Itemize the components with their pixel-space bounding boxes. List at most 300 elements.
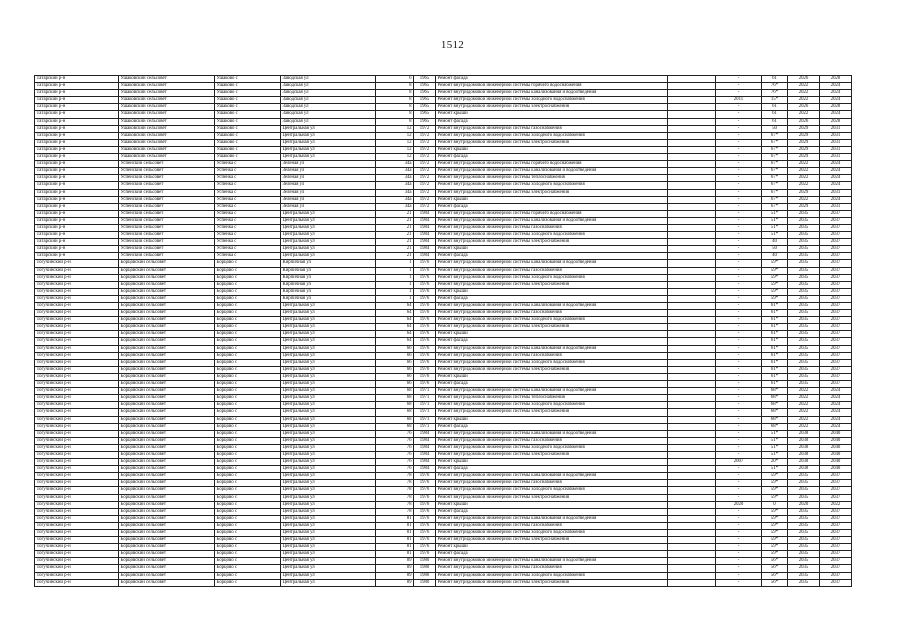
table-cell: 21 — [376, 232, 414, 239]
table-cell: 61* — [762, 381, 788, 388]
table-cell: Ремонт внутридомовой инженерной системы канализования и водоотведения — [436, 168, 668, 175]
table-cell: Борцовский сельсовет — [119, 388, 215, 395]
table-cell: 1976 — [414, 544, 436, 551]
table-cell: Ушаково с — [215, 139, 281, 146]
table-cell: 68 — [376, 395, 414, 402]
table-row — [35, 310, 852, 317]
table-cell: Ремонт фасада — [436, 154, 668, 161]
table-cell: Кирпичная ул — [281, 260, 376, 267]
table-cell: - — [716, 267, 762, 274]
table-row — [35, 324, 852, 331]
table-cell: Борцово с — [215, 473, 281, 480]
table-cell: Татарский р-н — [35, 239, 119, 246]
table-cell: Ушаково с — [215, 146, 281, 153]
table-cell: Ремонт крыши — [436, 146, 668, 153]
table-cell: Ремонт внутридомовой инженерной системы электроснабжения — [436, 579, 668, 586]
table-cell: 61 — [762, 104, 788, 111]
table-cell: Ушаковский сельсовет — [119, 125, 215, 132]
table-cell: Борцово с — [215, 444, 281, 451]
table-cell: 51* — [762, 451, 788, 458]
table-cell: 2022 — [788, 409, 820, 416]
table-cell: Центральная ул — [281, 494, 376, 501]
table-cell: Татарский р-н — [35, 253, 119, 260]
table-cell: Борцовский сельсовет — [119, 537, 215, 544]
table-cell: Ремонт внутридомовой инженерной системы горячего водоснабжения — [436, 161, 668, 168]
table-cell-empty — [668, 352, 716, 359]
table-cell: 1972 — [414, 139, 436, 146]
table-row — [35, 451, 852, 458]
table-cell: 2035 — [788, 579, 820, 586]
table-cell: 2022 — [788, 196, 820, 203]
table-cell: - — [716, 544, 762, 551]
table-row — [35, 437, 852, 444]
table-cell: Борцовский сельсовет — [119, 416, 215, 423]
table-cell: 2028 — [820, 104, 852, 111]
table-cell: 59* — [762, 487, 788, 494]
table-cell: 1971 — [414, 416, 436, 423]
table-cell: - — [716, 508, 762, 515]
table-cell: 2035 — [788, 366, 820, 373]
table-cell: 61 — [762, 111, 788, 118]
table-cell: 2037 — [820, 551, 852, 558]
table-cell: - — [716, 274, 762, 281]
table-cell: 2037 — [820, 530, 852, 537]
table-cell: - — [716, 146, 762, 153]
table-cell: Татарский р-н — [35, 182, 119, 189]
table-cell: Тогучинский р-н — [35, 388, 119, 395]
table-cell: 1972 — [414, 125, 436, 132]
table-cell: 81 — [376, 544, 414, 551]
table-cell: 50 — [762, 125, 788, 132]
table-cell: Ушаковский сельсовет — [119, 154, 215, 161]
table-cell-empty — [668, 530, 716, 537]
table-cell: 68* — [762, 409, 788, 416]
table-cell-empty — [668, 359, 716, 366]
table-cell: Успенский сельсовет — [119, 210, 215, 217]
table-cell: - — [716, 395, 762, 402]
table-cell: Борцово с — [215, 480, 281, 487]
table-cell: 1984 — [414, 437, 436, 444]
table-cell: 2022 — [788, 416, 820, 423]
table-cell: Центральная ул — [281, 522, 376, 529]
table-cell: 64 — [376, 324, 414, 331]
table-cell: Борцовский сельсовет — [119, 444, 215, 451]
table-cell: 2037 — [820, 359, 852, 366]
table-cell: Центральная ул — [281, 473, 376, 480]
table-cell: 2035 — [788, 373, 820, 380]
table-cell: 2035 — [788, 324, 820, 331]
table-cell: Борцовский сельсовет — [119, 366, 215, 373]
table-cell: Центральная ул — [281, 246, 376, 253]
table-cell: 2029 — [788, 146, 820, 153]
table-cell: 61* — [762, 366, 788, 373]
table-cell: Успенка с — [215, 246, 281, 253]
table-cell: 1965 — [414, 90, 436, 97]
table-cell: Успенский сельсовет — [119, 224, 215, 231]
table-cell: - — [716, 409, 762, 416]
table-cell: Тогучинский р-н — [35, 437, 119, 444]
table-cell: 2037 — [820, 224, 852, 231]
table-cell: Тогучинский р-н — [35, 359, 119, 366]
table-cell: Татарский р-н — [35, 168, 119, 175]
table-row — [35, 232, 852, 239]
table-cell: Центральная ул — [281, 381, 376, 388]
table-row — [35, 331, 852, 338]
table-cell: 67* — [762, 146, 788, 153]
table-cell: Ушаковский сельсовет — [119, 139, 215, 146]
table-cell: 2037 — [820, 544, 852, 551]
table-cell: Борцово с — [215, 281, 281, 288]
table-cell-empty — [668, 97, 716, 104]
table-cell: Ушаковский сельсовет — [119, 97, 215, 104]
table-cell: Зеленая ул — [281, 189, 376, 196]
table-cell: Успенский сельсовет — [119, 239, 215, 246]
table-cell: 12 — [376, 146, 414, 153]
table-cell: 12 — [376, 132, 414, 139]
table-cell: 2037 — [820, 373, 852, 380]
table-cell: Ушаково с — [215, 132, 281, 139]
table-cell: Тогучинский р-н — [35, 345, 119, 352]
table-cell: - — [716, 246, 762, 253]
table-cell: 1984 — [414, 466, 436, 473]
table-cell: 59* — [762, 530, 788, 537]
table-cell: - — [716, 473, 762, 480]
table-cell: - — [716, 203, 762, 210]
table-cell: 2038 — [788, 444, 820, 451]
table-cell-empty — [668, 416, 716, 423]
table-cell: - — [716, 437, 762, 444]
table-cell: Борцовский сельсовет — [119, 551, 215, 558]
table-cell-empty — [668, 423, 716, 430]
table-cell: Ремонт фасада — [436, 423, 668, 430]
table-cell: 2040 — [820, 459, 852, 466]
table-cell: 2035 — [788, 537, 820, 544]
table-cell: 1984 — [414, 224, 436, 231]
table-cell: 89 — [376, 565, 414, 572]
table-cell: 1976 — [414, 267, 436, 274]
table-row — [35, 579, 852, 586]
table-cell: 2022 — [788, 90, 820, 97]
table-cell-empty — [668, 331, 716, 338]
table-cell: 2035 — [788, 359, 820, 366]
table-cell: 61 — [762, 76, 788, 83]
table-cell: Борцовский сельсовет — [119, 508, 215, 515]
table-cell: Татарский р-н — [35, 232, 119, 239]
table-cell: 2038 — [788, 430, 820, 437]
table-cell: Заводская ул — [281, 118, 376, 125]
table-cell: 76 — [376, 444, 414, 451]
table-cell: Тогучинский р-н — [35, 352, 119, 359]
table-cell: Успенский сельсовет — [119, 182, 215, 189]
page-number: 1512 — [440, 39, 465, 51]
table-cell: Борцово с — [215, 437, 281, 444]
table-cell: 64 — [376, 331, 414, 338]
table-cell: 2022 — [788, 168, 820, 175]
table-cell: Борцово с — [215, 366, 281, 373]
table-cell: - — [716, 402, 762, 409]
table-cell: - — [716, 182, 762, 189]
table-cell: 76 — [376, 459, 414, 466]
table-cell: 1965 — [414, 97, 436, 104]
table-row — [35, 274, 852, 281]
table-row — [35, 444, 852, 451]
table-cell: 68* — [762, 388, 788, 395]
table-cell: Ремонт внутридомовой инженерной системы электроснабжения — [436, 189, 668, 196]
table-cell: 8 — [376, 97, 414, 104]
table-cell: 2024 — [820, 97, 852, 104]
table-cell: Борцовский сельсовет — [119, 451, 215, 458]
table-cell: 2024 — [820, 409, 852, 416]
table-cell: Ремонт фасада — [436, 466, 668, 473]
table-cell: 1980 — [414, 572, 436, 579]
table-cell: Тогучинский р-н — [35, 416, 119, 423]
table-cell-empty — [668, 494, 716, 501]
table-cell: - — [716, 196, 762, 203]
table-cell: Борцовский сельсовет — [119, 331, 215, 338]
table-row — [35, 366, 852, 373]
table-cell: Зеленая ул — [281, 182, 376, 189]
table-cell: Тогучинский р-н — [35, 494, 119, 501]
table-cell: 67* — [762, 161, 788, 168]
table-cell: Борцово с — [215, 572, 281, 579]
table-row — [35, 189, 852, 196]
table-cell: 2037 — [820, 508, 852, 515]
table-cell: 2037 — [820, 310, 852, 317]
table-cell-empty — [668, 473, 716, 480]
table-cell: 1965 — [414, 118, 436, 125]
table-cell: - — [716, 359, 762, 366]
table-cell: Центральная ул — [281, 402, 376, 409]
table-cell: Ремонт крыши — [436, 373, 668, 380]
table-cell-empty — [668, 579, 716, 586]
table-cell: 64 — [376, 303, 414, 310]
table-cell: Борцово с — [215, 409, 281, 416]
table-cell-empty — [668, 345, 716, 352]
table-cell: Ушаковский сельсовет — [119, 118, 215, 125]
table-cell: Борцово с — [215, 324, 281, 331]
table-cell: Заводская ул — [281, 97, 376, 104]
table-cell: 59* — [762, 551, 788, 558]
table-cell: Борцово с — [215, 501, 281, 508]
table-cell: Успенка с — [215, 203, 281, 210]
table-cell: Ремонт фасада — [436, 76, 668, 83]
table-cell: Борцовский сельсовет — [119, 409, 215, 416]
table-cell: Зеленая ул — [281, 161, 376, 168]
table-cell: 1976 — [414, 317, 436, 324]
table-cell: 76 — [376, 430, 414, 437]
table-cell: 21 — [376, 210, 414, 217]
table-cell: 2037 — [820, 281, 852, 288]
table-cell: Борцовский сельсовет — [119, 515, 215, 522]
table-cell: Ушаково с — [215, 97, 281, 104]
table-cell: Борцовский сельсовет — [119, 281, 215, 288]
table-cell: - — [716, 331, 762, 338]
table-cell-empty — [668, 537, 716, 544]
table-cell: Борцово с — [215, 381, 281, 388]
table-cell: Борцовский сельсовет — [119, 324, 215, 331]
table-cell: 34а — [376, 196, 414, 203]
table-cell: - — [716, 487, 762, 494]
table-cell-empty — [668, 480, 716, 487]
table-cell: 2035 — [788, 239, 820, 246]
table-cell: - — [716, 558, 762, 565]
table-cell: 8 — [376, 118, 414, 125]
table-cell: - — [716, 494, 762, 501]
table-cell: 78 — [376, 487, 414, 494]
table-cell: Борцовский сельсовет — [119, 260, 215, 267]
table-cell: Татарский р-н — [35, 224, 119, 231]
table-cell: 1972 — [414, 154, 436, 161]
table-cell: Ремонт внутридомовой инженерной системы газоснабжения — [436, 565, 668, 572]
table-cell: 1976 — [414, 494, 436, 501]
table-cell: 2020 — [788, 501, 820, 508]
table-cell: Центральная ул — [281, 132, 376, 139]
table-cell-empty — [668, 217, 716, 224]
table-cell: 34а — [376, 161, 414, 168]
table-cell: Борцовский сельсовет — [119, 267, 215, 274]
table-cell: 2024 — [820, 161, 852, 168]
table-cell: Ремонт внутридомовой инженерной системы электроснабжения — [436, 494, 668, 501]
table-cell: Борцово с — [215, 402, 281, 409]
table-cell: 1984 — [414, 459, 436, 466]
table-cell: - — [716, 260, 762, 267]
table-cell: 1984 — [414, 430, 436, 437]
table-cell: 2038 — [788, 451, 820, 458]
table-row — [35, 146, 852, 153]
table-cell-empty — [668, 303, 716, 310]
table-cell: Кирпичная ул — [281, 274, 376, 281]
table-cell: 59* — [762, 267, 788, 274]
table-cell: 2031 — [820, 139, 852, 146]
table-cell: Борцовский сельсовет — [119, 359, 215, 366]
table-cell: 2022 — [788, 161, 820, 168]
table-cell: Ремонт внутридомовой инженерной системы горячего водоснабжения — [436, 83, 668, 90]
table-cell: 1976 — [414, 501, 436, 508]
table-cell: 1972 — [414, 189, 436, 196]
table-cell: 1 — [376, 281, 414, 288]
table-cell: Борцовский сельсовет — [119, 317, 215, 324]
table-cell: 51* — [762, 430, 788, 437]
table-cell: Тогучинский р-н — [35, 395, 119, 402]
table-cell: 34а — [376, 189, 414, 196]
table-cell: Борцово с — [215, 303, 281, 310]
table-cell: Татарский р-н — [35, 175, 119, 182]
table-cell: Тогучинский р-н — [35, 373, 119, 380]
table-cell: Ремонт внутридомовой инженерной системы электроснабжения — [436, 409, 668, 416]
table-cell: 2031 — [820, 154, 852, 161]
table-cell: Татарский р-н — [35, 118, 119, 125]
table-cell: 81 — [376, 530, 414, 537]
table-cell: 64 — [376, 338, 414, 345]
table-cell: 2035 — [788, 267, 820, 274]
table-cell: Борцово с — [215, 558, 281, 565]
table-cell: 59* — [762, 508, 788, 515]
table-cell: 2026 — [788, 104, 820, 111]
table-cell: Тогучинский р-н — [35, 480, 119, 487]
table-cell: Борцовский сельсовет — [119, 310, 215, 317]
table-cell: Ушаковский сельсовет — [119, 132, 215, 139]
table-cell-empty — [668, 139, 716, 146]
table-cell-empty — [668, 522, 716, 529]
table-cell-empty — [668, 210, 716, 217]
table-cell: Успенский сельсовет — [119, 232, 215, 239]
table-cell: 21 — [376, 239, 414, 246]
table-cell: 1976 — [414, 338, 436, 345]
table-cell: 2037 — [820, 558, 852, 565]
table-row — [35, 168, 852, 175]
table-cell-empty — [668, 324, 716, 331]
table-cell: 2029 — [788, 154, 820, 161]
table-cell: Ремонт внутридомовой инженерной системы холодного водоснабжения — [436, 530, 668, 537]
table-cell: Тогучинский р-н — [35, 444, 119, 451]
table-cell: Борцово с — [215, 487, 281, 494]
table-cell: Ремонт внутридомовой инженерной системы теплоснабжения — [436, 395, 668, 402]
table-cell: Тогучинский р-н — [35, 338, 119, 345]
table-cell: - — [716, 345, 762, 352]
table-cell: 2037 — [820, 366, 852, 373]
table-cell: 2037 — [820, 487, 852, 494]
table-cell: Борцовский сельсовет — [119, 459, 215, 466]
table-cell: Ремонт внутридомовой инженерной системы газоснабжения — [436, 310, 668, 317]
table-cell: Успенка с — [215, 217, 281, 224]
table-cell: 2035 — [788, 381, 820, 388]
table-cell: Кирпичная ул — [281, 288, 376, 295]
table-cell: 1976 — [414, 487, 436, 494]
table-cell: 2037 — [820, 253, 852, 260]
table-cell-empty — [668, 430, 716, 437]
table-cell: Центральная ул — [281, 154, 376, 161]
table-cell: - — [716, 444, 762, 451]
table-cell: 56* — [762, 558, 788, 565]
table-cell: Тогучинский р-н — [35, 324, 119, 331]
table-cell: - — [716, 423, 762, 430]
table-cell: Борцово с — [215, 530, 281, 537]
table-cell: 59* — [762, 274, 788, 281]
table-cell: Борцовский сельсовет — [119, 295, 215, 302]
table-cell: Центральная ул — [281, 303, 376, 310]
table-cell-empty — [668, 260, 716, 267]
table-cell: 2037 — [820, 345, 852, 352]
table-cell: 2031 — [820, 203, 852, 210]
table-cell: Тогучинский р-н — [35, 310, 119, 317]
table-cell: Ремонт крыши — [436, 501, 668, 508]
table-row — [35, 210, 852, 217]
table-cell: Центральная ул — [281, 558, 376, 565]
table-cell: Ремонт внутридомовой инженерной системы канализования и водоотведения — [436, 303, 668, 310]
table-cell: Центральная ул — [281, 310, 376, 317]
table-cell: Тогучинский р-н — [35, 331, 119, 338]
table-cell: Центральная ул — [281, 480, 376, 487]
table-cell-empty — [668, 267, 716, 274]
table-cell-empty — [668, 572, 716, 579]
table-cell: 68 — [376, 423, 414, 430]
table-cell: Центральная ул — [281, 416, 376, 423]
table-cell: 2037 — [820, 239, 852, 246]
table-row — [35, 83, 852, 90]
table-cell: 2035 — [788, 494, 820, 501]
table-cell: Успенский сельсовет — [119, 246, 215, 253]
table-cell: 2038 — [788, 437, 820, 444]
table-cell: Ремонт крыши — [436, 196, 668, 203]
table-cell: Зеленая ул — [281, 203, 376, 210]
table-cell: 1976 — [414, 381, 436, 388]
table-cell: - — [716, 451, 762, 458]
table-cell: 51* — [762, 217, 788, 224]
table-cell: 68 — [376, 409, 414, 416]
table-cell: 59* — [762, 544, 788, 551]
table-cell: Борцовский сельсовет — [119, 501, 215, 508]
table-row — [35, 501, 852, 508]
